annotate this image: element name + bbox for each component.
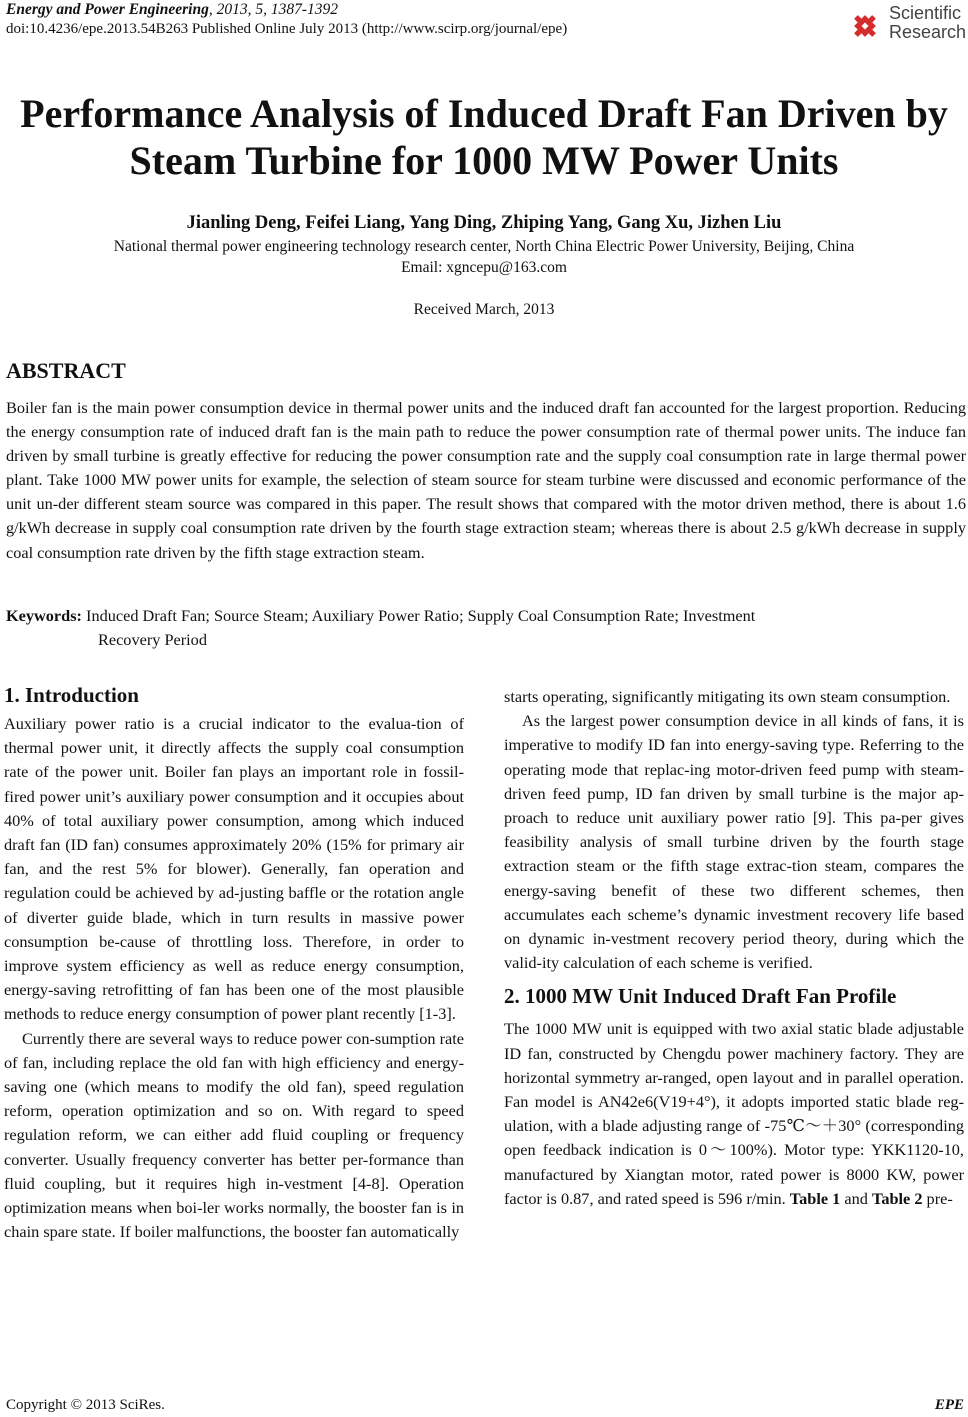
table-2-ref: Table 2 bbox=[871, 1188, 923, 1208]
authors: Jianling Deng, Feifei Liang, Yang Ding, Zhiping Yang, Gang Xu, Jizhen Liu bbox=[186, 213, 782, 233]
and-text: and bbox=[840, 1188, 872, 1208]
section-1-paragraph-3: starts operating, significantly mitigating its own steam consumption. bbox=[504, 687, 951, 706]
keywords bbox=[6, 604, 936, 652]
keywords-label: Keywords: bbox=[6, 606, 82, 625]
abstract-heading: ABSTRACT bbox=[6, 358, 126, 383]
journal-name: Energy and Power Engineering bbox=[6, 1, 209, 18]
copyright: Copyright © 2013 SciRes. bbox=[6, 1397, 165, 1413]
section-1-paragraph-1: Auxiliary power ratio is a crucial indicator to the evalua-tion of thermal power unit, it directly affects the supply coal consumption rate of the power unit. Boiler fan plays an important role in fossil-fired power unit’s auxiliary power consumption and it occupies about 40% of total auxiliary power consumption, among which induced draft fan (ID fan) consumes approximately 20% (15% for primary air fan, and the rest 5% for blower). Generally, fan operation and regulation could be achieved by ad-justing baffle or the rotation angle of diverter guide blade, which in turn results in massive power consumption be-cause of throttling loss. Therefore, in order to improve system efficiency as well as reduce energy consumption, energy-saving retrofitting of fan has been one of the most plausible methods to reduce energy consumption of power plant recently [1-3]. bbox=[4, 714, 464, 1024]
keywords-line-1 bbox=[6, 604, 936, 628]
right-column bbox=[504, 685, 964, 1211]
section-1-paragraph-4: As the largest power consumption device in all kinds of fans, it is imperative to modify ID fan into energy-saving type. Referring to the operating mode that replac-ing motor-driven feed pump with steam-driven feed pump, ID fan driven by small turbine is the major ap-proach to reduce unit auxiliary power ratio [9]. This pa-per gives feasibility analysis of small turbine driven by the fourth stage extraction steam or the fifth stage extrac-tion steam, compares the energy-saving benefit of these two different schemes, then accumulates each scheme’s dynamic investment recovery life based on dynamic in-vestment recovery period theory, during which the valid-ity calculation of each scheme is verified. bbox=[504, 711, 964, 973]
section-2-paragraph-1 bbox=[504, 1017, 964, 1211]
section-2-text-end: pre- bbox=[922, 1188, 953, 1208]
title-line-2: Steam Turbine for 1000 MW Power Units bbox=[129, 138, 839, 183]
left-column bbox=[4, 683, 464, 1244]
section-1-paragraph-2: Currently there are several ways to reduce power con-sumption rate of fan, including replace the old fan with high efficiency and energy-saving one (which means to modify the old fan), speed regulation reform, operation optimization and so on. With regard to speed regulation reform, we can either add fluid coupling or frequency converter. Usually frequency converter has better per-formance than fluid coupling, but it requires high in-vestment [4-8]. Operation optimization means when boi-ler works normally, the booster fan is in chain spare state. If boiler malfunctions, the booster fan automatically bbox=[4, 1028, 464, 1242]
section-1-heading: 1. Introduction bbox=[4, 683, 139, 707]
table-1-ref: Table 1 bbox=[789, 1188, 841, 1208]
journal-citation bbox=[6, 1, 338, 19]
journal-volume: , 2013, 5, 1387-1392 bbox=[208, 1, 338, 18]
keywords-line-2: Recovery Period bbox=[98, 630, 207, 649]
publisher-name-line2: Research bbox=[888, 22, 966, 42]
publisher-logo bbox=[847, 4, 966, 42]
affiliation: National thermal power engineering technology research center, North China Electric Power University, Beijing, China bbox=[113, 238, 855, 255]
section-2-text: The 1000 MW unit is equipped with two axial static blade adjustable ID fan, constructed by Chengdu power machinery factory. They are horizontal symmetry ar-ranged, open layout and in parallel operation. Fan model is AN42e6(V19+4°), it adopts imported static blade reg-ulation, with a blade adjusting range of -75℃～＋30° (corresponding open feedback indication is 0～100%). Motor type: YKK1120-10, manufactured by Xiangtan motor, rated power is 8000 KW, power factor is 0.87, and rated speed is 596 r/min. bbox=[504, 1019, 964, 1208]
keywords-list: Induced Draft Fan; Source Steam; Auxiliary Power Ratio; Supply Coal Consumption Rate; Investment bbox=[81, 606, 756, 625]
paper-title bbox=[0, 90, 968, 184]
publisher-name-line1: Scientific bbox=[888, 3, 961, 23]
publisher-name bbox=[889, 4, 966, 42]
section-2-heading: 2. 1000 MW Unit Induced Draft Fan Profile bbox=[504, 984, 897, 1009]
email: Email: xgncepu@163.com bbox=[401, 259, 567, 276]
abstract-body: Boiler fan is the main power consumption device in thermal power units and the induced draft fan accounted for the largest proportion. Reducing the energy consumption rate of induced draft fan is the main path to reduce the power consumption rate of thermal power units. The induce fan driven by small turbine is greatly effective for reducing the power consumption rate and the supply coal consumption rate in large thermal power plant. Take 1000 MW power units for example, the selection of steam source for steam turbine were discussed and economic performance of the unit un-der different steam source was compared in this paper. The result shows that compared with the motor driven method, there is about 1.6 g/kWh decrease in supply coal consumption rate driven by the fourth stage extraction steam; whereas there is about 2.5 g/kWh decrease in supply coal consumption rate driven by the fifth stage extraction steam. bbox=[6, 398, 966, 562]
publisher-diamond-icon bbox=[847, 6, 883, 42]
received-date: Received March, 2013 bbox=[413, 301, 555, 318]
journal-abbreviation: EPE bbox=[934, 1397, 964, 1413]
doi-line: doi:10.4236/epe.2013.54B263 Published Online July 2013 (http://www.scirp.org/journal/epe) bbox=[6, 21, 568, 37]
title-line-1: Performance Analysis of Induced Draft Fan Driven by bbox=[20, 91, 948, 136]
